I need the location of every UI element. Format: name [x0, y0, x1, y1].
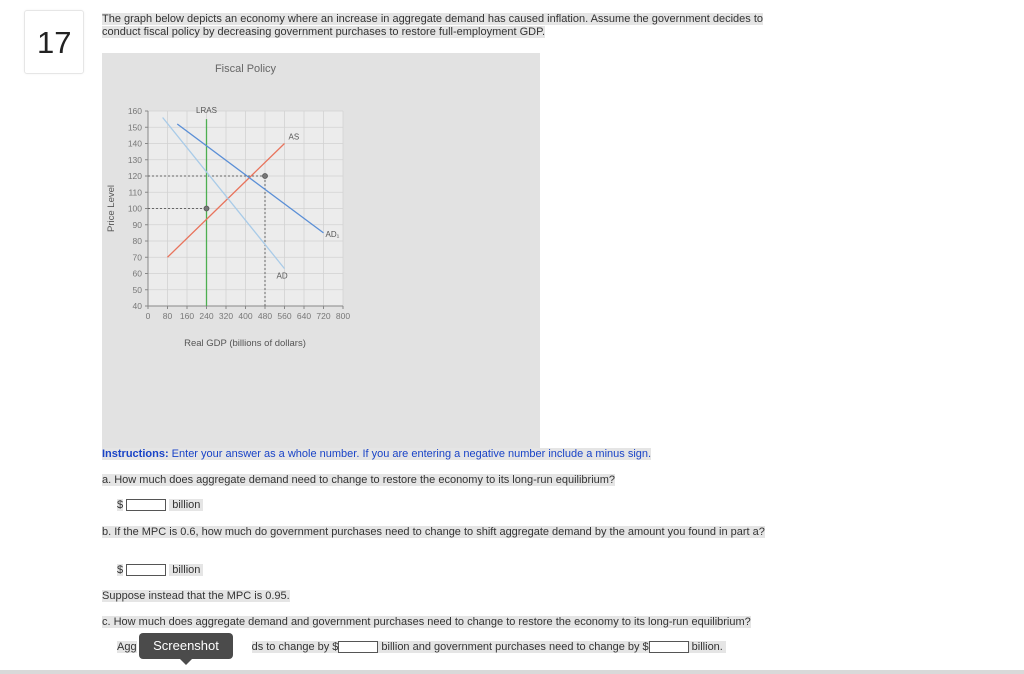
question-number-box [24, 10, 84, 74]
instructions-text: Enter your answer as a whole number. If you are entering a negative number include a minus sign. [168, 448, 652, 460]
y-tick-label: 110 [128, 187, 142, 198]
intro-text: The graph below depicts an economy where an increase in aggregate demand has caused inflation. Assume the government decides to conduct fiscal policy by decreasing government purchases to restore full-employment GDP. [102, 13, 764, 38]
question-a [102, 474, 615, 487]
x-tick-label: 720 [316, 311, 331, 321]
chart-figure [102, 53, 540, 450]
y-tick-label: 40 [132, 301, 142, 311]
x-tick-label: 800 [335, 311, 351, 321]
screenshot-tooltip[interactable] [139, 633, 233, 659]
x-tick-label: 400 [238, 311, 253, 321]
question-intro [102, 13, 774, 39]
y-tick-label: 50 [132, 284, 142, 295]
y-tick-label: 60 [132, 268, 142, 279]
y-tick-label: 100 [127, 203, 142, 214]
answer-c-end: billion. [689, 641, 726, 653]
x-axis-title: Real GDP (billions of dollars) [184, 338, 306, 349]
answer-c-mid2: billion and government purchases need to change by $ [378, 641, 648, 653]
x-tick-label: 640 [296, 311, 312, 321]
y-tick-label: 90 [132, 219, 142, 230]
y-tick-label: 70 [132, 252, 142, 263]
answer-c-ad-input[interactable] [338, 641, 378, 653]
answer-a-row [117, 499, 203, 515]
suppose-text: Suppose instead that the MPC is 0.95. [102, 590, 290, 602]
x-tick-label: 0 [145, 311, 151, 321]
equilibrium-point [204, 206, 209, 211]
curve-label: AD₁ [325, 229, 340, 239]
instructions-label: Instructions: [102, 448, 169, 460]
tooltip-label: Screenshot [153, 638, 219, 653]
answer-b-input[interactable] [126, 564, 166, 576]
equilibrium-point [263, 174, 268, 179]
billion-label: billion [169, 564, 203, 576]
x-tick-label: 240 [199, 311, 214, 321]
answer-c-mid: ds to change by $ [251, 641, 339, 653]
question-number: 17 [37, 25, 72, 60]
dollar-sign: $ [117, 564, 124, 576]
x-tick-label: 320 [218, 311, 234, 321]
question-b-text: b. If the MPC is 0.6, how much do government purchases need to change to shift aggregate demand by the amount you found in part a? [102, 526, 765, 538]
chart-title: Fiscal Policy [214, 63, 277, 75]
suppose-statement [102, 590, 290, 603]
y-tick-label: 140 [127, 138, 142, 149]
answer-a-input[interactable] [126, 499, 166, 511]
answer-b-row [117, 564, 203, 580]
x-tick-label: 160 [179, 311, 195, 321]
curve-label: AS [288, 132, 300, 142]
curve-label: LRAS [196, 106, 217, 116]
dollar-sign: $ [117, 499, 124, 511]
question-c-text: c. How much does aggregate demand and government purchases need to change to restore the economy to its long-run equilibrium? [102, 616, 751, 628]
billion-label: billion [169, 499, 203, 511]
fiscal-policy-chart [102, 53, 540, 450]
x-tick-label: 560 [277, 311, 292, 321]
curve-label: AD [276, 271, 288, 281]
question-c [102, 616, 751, 629]
x-tick-label: 80 [162, 311, 173, 321]
bottom-divider [0, 670, 1024, 674]
y-tick-label: 80 [132, 236, 142, 246]
y-axis-title: Price Level [106, 185, 117, 232]
question-b [102, 526, 770, 539]
x-tick-label: 480 [257, 311, 273, 321]
answer-c-g-input[interactable] [649, 641, 689, 653]
y-tick-label: 120 [127, 171, 142, 181]
y-tick-label: 150 [127, 122, 142, 133]
y-tick-label: 160 [127, 106, 142, 116]
y-tick-label: 130 [127, 154, 142, 165]
answer-c-start: Agg [117, 641, 137, 653]
question-a-text: a. How much does aggregate demand need to change to restore the economy to its long-run equilibrium? [102, 474, 616, 486]
instructions [102, 448, 651, 461]
